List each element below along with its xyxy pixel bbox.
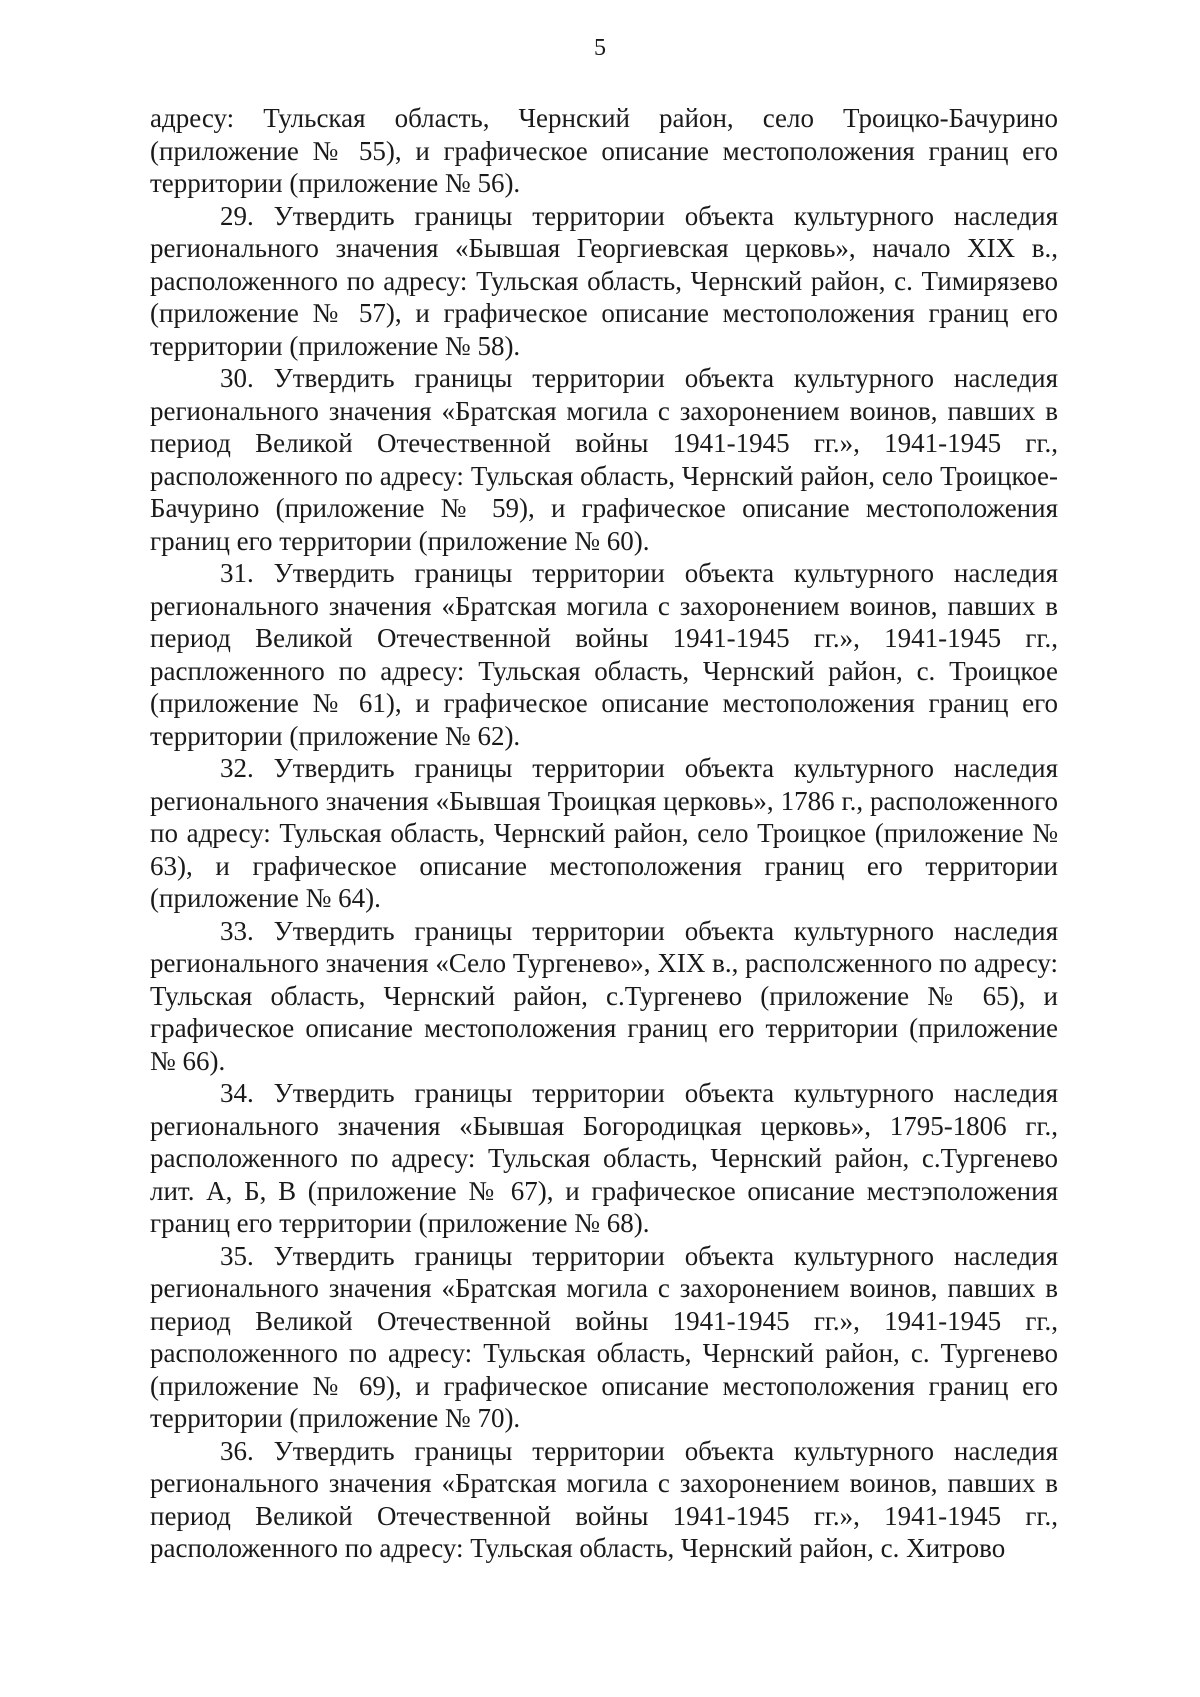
paragraph-item-34: 34. Утвердить границы территории объекта культурного наследия регионального значения «Бывшая Богородицкая церковь», 1795-1806 гг., расположенного по адресу: Тульская область, Чернский район, с.Тургенево лит. А, Б, В (приложение № 67), и графическое описание местэположения границ его территории (приложение № 68). <box>150 1078 1058 1238</box>
paragraph-continuation: адресу: Тульская область, Чернский район, село Троицко-Бачурино (приложение № 55), и графическое описание местоположения границ его территории (приложение № 56). <box>150 103 1058 198</box>
paragraph-item-31: 31. Утвердить границы территории объекта культурного наследия регионального значения «Братская могила с захоронением воинов, павших в период Великой Отечественной войны 1941-1945 гг.», 1941-1945 гг., распложенного по адресу: Тульская область, Чернский район, с. Троицкое (приложение № 61), и графическое описание местоположения границ его территории (приложение № 62). <box>150 558 1058 751</box>
paragraph-item-36: 36. Утвердить границы территории объекта культурного наследия регионального значения «Братская могила с захоронением воинов, павших в период Великой Отечественной войны 1941-1945 гг.», 1941-1945 гг., расположенного по адресу: Тульская область, Чернский район, с. Хитрово <box>150 1435 1058 1563</box>
paragraph-item-35: 35. Утвердить границы территории объекта культурного наследия регионального значения «Братская могила с захоронением воинов, павших в период Великой Отечественной войны 1941-1945 гг.», 1941-1945 гг., расположенного по адресу: Тульская область, Чернский район, с. Тургенево (приложение № 69), и графическое описание местоположения границ его территории (приложение № 70). <box>150 1240 1058 1433</box>
paragraph-item-32: 32. Утвердить границы территории объекта культурного наследия регионального значения «Бывшая Троицкая церковь», 1786 г., расположенного по адресу: Тульская область, Чернский район, село Троицкое (приложение № 63), и графическое описание местоположения границ его территории (приложение № 64). <box>150 753 1058 913</box>
page-number: 5 <box>594 35 606 61</box>
body-text <box>150 102 1058 1565</box>
paragraph-item-33: 33. Утвердить границы территории объекта культурного наследия регионального значения «Село Тургенево», XIX в., располсженного по адресу: Тульская область, Чернский район, с.Тургенево (приложение № 65), и графическое описание местоположения границ его территории (приложение № 66). <box>150 915 1058 1076</box>
paragraph-item-30: 30. Утвердить границы территории объекта культурного наследия регионального значения «Братская могила с захоронением воинов, павших в период Великой Отечественной войны 1941-1945 гг.», 1941-1945 гг., расположенного по адресу: Тульская область, Чернский район, село Троицкое-Бачурино (приложение № 59), и графическое описание местоположения границ его территории (приложение № 60). <box>150 363 1058 556</box>
paragraph-item-29: 29. Утвердить границы территории объекта культурного наследия регионального значения «Бывшая Георгиевская церковь», начало XIX в., расположенного по адресу: Тульская область, Чернский район, с. Тимирязево (приложение № 57), и графическое описание местоположения границ его территории (приложение № 58). <box>150 200 1058 361</box>
